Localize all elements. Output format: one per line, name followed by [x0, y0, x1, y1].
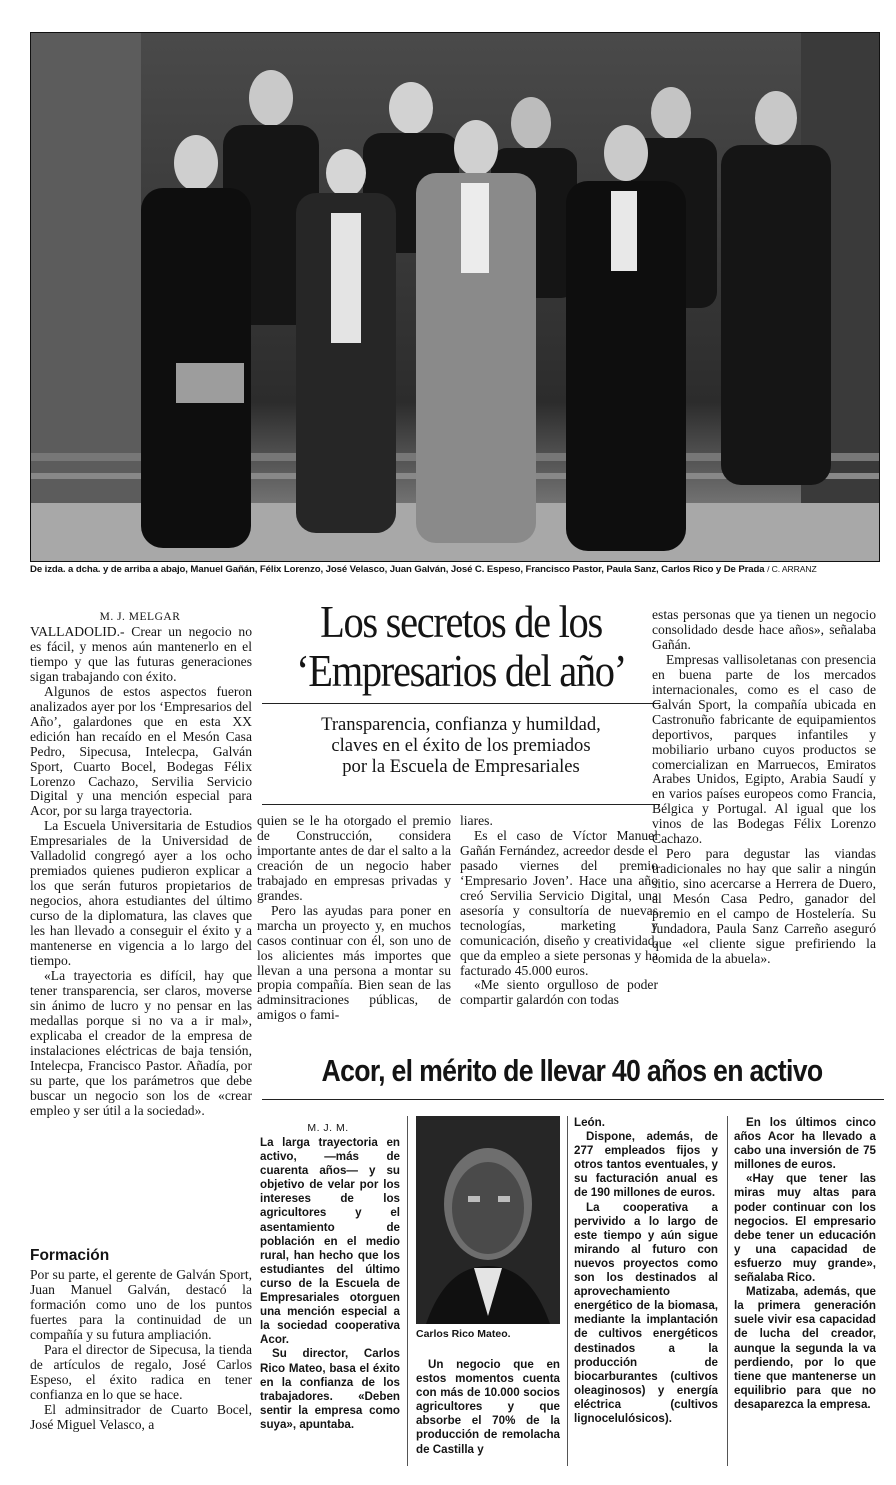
acor-column-3 [574, 1116, 718, 1426]
column-divider [567, 1116, 568, 1466]
portrait-illustration [416, 1116, 560, 1324]
paragraph: Por su parte, el gerente de Galván Sport, Juan Manuel Galván, destacó la formación como uno de los puntos fuertes para la continuidad de un compañía y su futura ampliación. [30, 1267, 252, 1342]
acor-rule [262, 1099, 884, 1100]
paragraph: «Me siento orgulloso de poder compartir galardón con todas [460, 977, 658, 1008]
paragraph: La cooperativa a pervivido a lo largo de este tiempo y aún sigue mirando al futuro con nuevos proyectos como son los destinados al aprovechamiento energético de la biomasa, mediante la implantación de cultivos energéticos destinados a la producción de biocarburantes (cultivos oleaginosos) y energía eléctrica (cultivos lignocelulósicos). [574, 1200, 718, 1425]
article-column-4 [652, 608, 876, 967]
acor-byline: M. J. M. [307, 1122, 349, 1134]
paragraph: Su director, Carlos Rico Mateo, basa el éxito en la confianza de los trabajadores. «Deben sentir la empresa como suya», apuntaba. [260, 1347, 400, 1431]
paragraph: Pero las ayudas para poner en marcha un proyecto y, en muchos casos continuar con él, son uno de los alicientes más importes que llevan a una persona a montar su propia compañía. Bien sean de las adminsitraciones públicas, de amigos o fami- [257, 902, 451, 1023]
paragraph: Matizaba, además, que la primera generación suele vivir esa capacidad de lucha del creador, aunque la segunda la va perdiendo, por lo que tiene que mantenerse un equilibrio para que no desaparezca la empresa. [734, 1285, 876, 1411]
article-column-3 [460, 814, 658, 1008]
portrait-photo [416, 1116, 560, 1324]
subhead-rule [262, 804, 660, 805]
paragraph: León. [574, 1116, 605, 1129]
paragraph: Empresas vallisoletanas con presencia en buena parte de los mercados internacionales, como es el caso de Galván Sport, la compañía ubicada en Castronuño fabricante de equipamientos deportivos, parques infantiles y mobiliario urbano cuyos productos se comercializan en Marruecos, Emiratos Arabes Unidos, Egipto, Arabia Saudí y en varios países europeos como Francia, Bélgica y Portugal. Al igual que los vinos de las Bodegas Félix Lorenzo Cachazo. [652, 651, 876, 847]
section-title-formacion: Formación [30, 1247, 110, 1264]
paragraph: estas personas que ya tienen un negocio consolidado desde hace años», señalaba Gañán. [652, 607, 876, 652]
acor-column-2 [416, 1358, 560, 1457]
paragraph: En los últimos cinco años Acor ha llevado a cabo una inversión de 75 millones de euros. [734, 1116, 876, 1172]
article-column-1b [30, 1268, 252, 1432]
column-divider [727, 1116, 728, 1466]
acor-column-4 [734, 1116, 876, 1412]
photo-credit: / C. ARRANZ [767, 564, 817, 574]
paragraph: Dispone, además, de 277 empleados fijos y otros tantos eventuales, y su facturación anual es de 190 millones de euros. [574, 1130, 718, 1200]
paragraph: Algunos de estos aspectos fueron analizados ayer por los ‘Empresarios del Año’, galardones que en esta XX edición han recaído en el Mesón Casa Pedro, Sipecusa, Intelecpa, Galván Sport, Cuarto Bocel, Bodegas Félix Lorenzo Cachazo, Servilia Servicio Digital y una mención especial para Acor, por su larga trayectoria. [30, 683, 252, 819]
group-photo-illustration [31, 33, 879, 561]
paragraph: quien se le ha otorgado el premio de Construcción, considera importante antes de dar el salto a la creación de un negocio haber trabajado en empresas privadas y grandes. [257, 813, 451, 903]
article-subhead [262, 714, 660, 777]
paragraph: «La trayectoria es difícil, hay que tener transparencia, ser claros, moverse sin ánimo de lucro y no pensar en las medallas porque si no va a ir mal», explicaba el creador de la empresa de instalaciones eléctricas de baja tensión, Intelecpa, Francisco Pastor. Añadía, por su parte, que los parámetros que debe buscar un negocio son los de «crear empleo y ser útil a la sociedad». [30, 967, 252, 1118]
portrait-caption: Carlos Rico Mateo. [416, 1328, 511, 1340]
photo-caption [30, 564, 878, 575]
group-photo [30, 32, 880, 562]
photo-caption-text: De izda. a dcha. y de arriba a abajo, Manuel Gañán, Félix Lorenzo, José Velasco, Juan Galván, José C. Espeso, Francisco Pastor, Paula Sanz, Carlos Rico y De Prada [30, 564, 765, 575]
paragraph: liares. [460, 813, 493, 828]
article-headline [286, 597, 636, 695]
acor-column-1 [260, 1136, 400, 1432]
paragraph: Es el caso de Víctor Manuel Gañán Fernández, acreedor desde el pasado viernes del premio ‘Empresario Joven’. Hace una año creó Servilia Servicio Digital, una asesoría y consultoría de nuevas tecnologías, marketing y comunicación, diseño y creatividad, que da empleo a siete personas y ha facturado 45.000 euros. [460, 827, 658, 978]
headline-rule [262, 703, 660, 704]
subhead-line-1: Transparencia, confianza y humildad, [321, 714, 601, 735]
paragraph: Para el director de Sipecusa, la tienda de artículos de regalo, José Carlos Espeso, el éxito radica en tener confianza en lo que se hace. [30, 1341, 252, 1402]
paragraph: Un negocio que en estos momentos cuenta con más de 10.000 socios agricultores y que absorbe el 70% de la producción de remolacha de Castilla y [416, 1358, 560, 1456]
paragraph: La larga trayectoria en activo, —más de cuarenta años— y su objetivo de velar por los intereses de los agricultores y el asentamiento de población en el medio rural, han hecho que los estudiantes del último curso de la Escuela de Empresariales otorguen una mención especial a la sociedad cooperativa Acor. [260, 1136, 400, 1347]
paragraph: Pero para degustar las viandas tradicionales no hay que salir a ningún sitio, sino acercarse a Herrera de Duero, al Mesón Casa Pedro, ganador del premio en el campo de Hostelería. Su fundadora, Paula Sanz Carreño aseguró que «el cliente sigue prefiriendo la comida de la abuela». [652, 846, 876, 966]
subhead-line-3: por la Escuela de Empresariales [342, 756, 580, 777]
headline-line-1: Los secretos de los [320, 596, 602, 647]
subhead-line-2: claves en el éxito de los premiados [331, 735, 591, 756]
article-column-2 [257, 814, 451, 1023]
paragraph: VALLADOLID.- Crear un negocio no es fácil, y menos aún mantenerlo en el tiempo y que las futuras generaciones sigan trabajando con éxito. [30, 624, 252, 684]
article-column-1 [30, 625, 252, 1118]
acor-headline: Acor, el mérito de llevar 40 años en activo [321, 1053, 823, 1088]
paragraph: La Escuela Universitaria de Estudios Empresariales de la Universidad de Valladolid congregó ayer a los ocho premiados quienes pudieron explicar a los que serán futuros propietarios de negocios, ahora estudiantes del último curso de la diplomatura, las claves que les han llevado a conseguir el éxito y a mantenerse en vigencia a lo largo del tiempo. [30, 818, 252, 968]
column-divider [407, 1116, 408, 1466]
headline-line-2: ‘Empresarios del año’ [296, 645, 626, 696]
paragraph: «Hay que tener las miras muy altas para poder continuar con los negocios. El empresario debe tener un educación y una capacidad de esfuerzo muy grande», señalaba Rico. [734, 1172, 876, 1285]
article-byline: M. J. MELGAR [99, 611, 181, 623]
paragraph: El adminsitrador de Cuarto Bocel, José Miguel Velasco, a [30, 1401, 252, 1432]
